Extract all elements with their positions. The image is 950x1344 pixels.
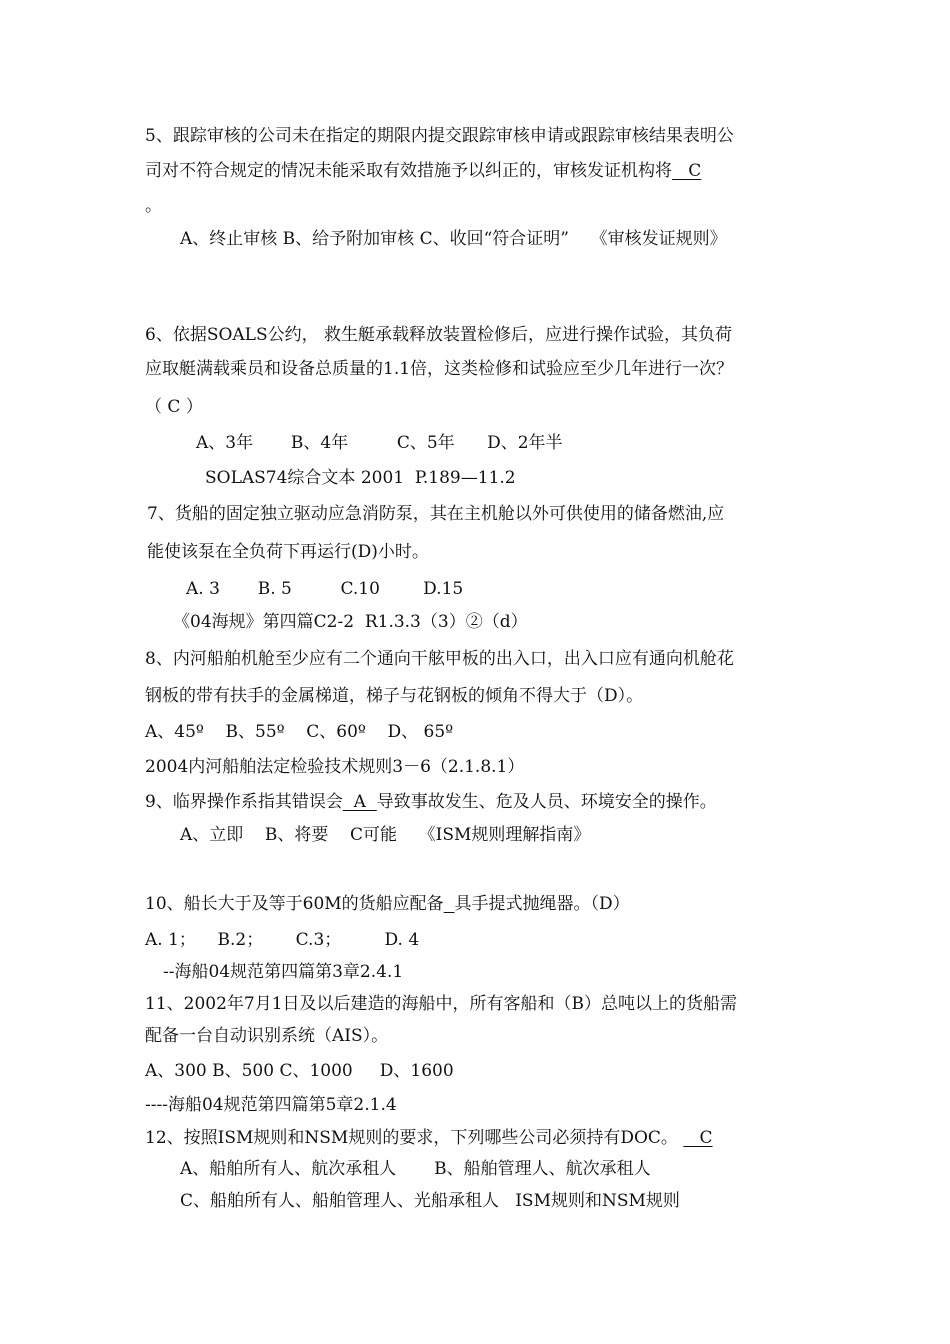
q12-answer: C bbox=[683, 1128, 713, 1148]
q8-line2: 钢板的带有扶手的金属梯道，梯子与花钢板的倾角不得大于（D）。 bbox=[145, 686, 644, 706]
q9-answer: A bbox=[342, 792, 377, 812]
q11-line1: 11、2002年7月1日及以后建造的海船中，所有客船和（B）总吨以上的货船需 bbox=[145, 994, 738, 1014]
q6-line2: 应取艇满载乘员和设备总质量的1.1倍，这类检修和试验应至少几年进行一次？ bbox=[145, 359, 734, 379]
q10-reference: --海船04规范第四篇第3章2.4.1 bbox=[163, 962, 404, 982]
q6-reference: SOLAS74综合文本 2001 P.189—11.2 bbox=[205, 468, 516, 488]
q11-line2: 配备一台自动识别系统（AIS）。 bbox=[145, 1026, 389, 1046]
q5-line2: 司对不符合规定的情况未能采取有效措施予以纠正的，审核发证机构将 C bbox=[145, 161, 702, 181]
q10-options: A. 1； B.2； C.3； D. 4 bbox=[145, 930, 420, 950]
q8-options: A、45º B、55º C、60º D、 65º bbox=[145, 722, 454, 742]
q5-answer: C bbox=[672, 161, 702, 181]
q8-line1: 8、内河船舶机舱至少应有二个通向干舷甲板的出入口，出入口应有通向机舱花 bbox=[145, 649, 734, 669]
q10-line1: 10、船长大于及等于60M的货船应配备 具手提式抛绳器。（D） bbox=[145, 894, 630, 914]
q9-line1: 9、临界操作系指其错误会 A 导致事故发生、危及人员、环境安全的操作。 bbox=[145, 792, 717, 812]
q7-line2: 能使该泵在全负荷下再运行(D)小时。 bbox=[147, 542, 429, 562]
q7-reference: 《04海规》第四篇C2-2 R1.3.3（3）②（d） bbox=[173, 612, 528, 632]
q5-options: A、终止审核 B、给予附加审核 C、收回“符合证明” 《审核发证规则》 bbox=[180, 229, 727, 249]
q8-reference: 2004内河船舶法定检验技术规则3－6（2.1.8.1） bbox=[145, 757, 525, 777]
q6-options: A、3年 B、4年 C、5年 D、2年半 bbox=[196, 433, 563, 453]
q7-options: A. 3 B. 5 C.10 D.15 bbox=[186, 579, 464, 599]
q12-options-1: A、船舶所有人、航次承租人 B、船舶管理人、航次承租人 bbox=[180, 1159, 651, 1179]
q12-options-2: C、船舶所有人、船舶管理人、光船承租人 ISM规则和NSM规则 bbox=[180, 1191, 680, 1211]
q9-options: A、立即 B、将要 C可能 《ISM规则理解指南》 bbox=[180, 825, 591, 845]
q12-line1: 12、按照ISM规则和NSM规则的要求，下列哪些公司必须持有DOC。 C bbox=[145, 1128, 713, 1148]
q5-line1: 5、跟踪审核的公司未在指定的期限内提交跟踪审核申请或跟踪审核结果表明公 bbox=[145, 126, 734, 146]
q10-blank bbox=[444, 894, 455, 914]
q7-line1: 7、货船的固定独立驱动应急消防泵，其在主机舱以外可供使用的储备燃油,应 bbox=[147, 504, 725, 524]
q11-options: A、300 B、500 C、1000 D、1600 bbox=[145, 1061, 454, 1081]
q5-line3: 。 bbox=[145, 196, 162, 216]
q6-line1: 6、依据SOALS公约， 救生艇承载释放装置检修后，应进行操作试验，其负荷 bbox=[145, 325, 733, 345]
q6-line3: （ C ） bbox=[145, 397, 203, 417]
q11-reference: ----海船04规范第四篇第5章2.1.4 bbox=[145, 1095, 397, 1115]
